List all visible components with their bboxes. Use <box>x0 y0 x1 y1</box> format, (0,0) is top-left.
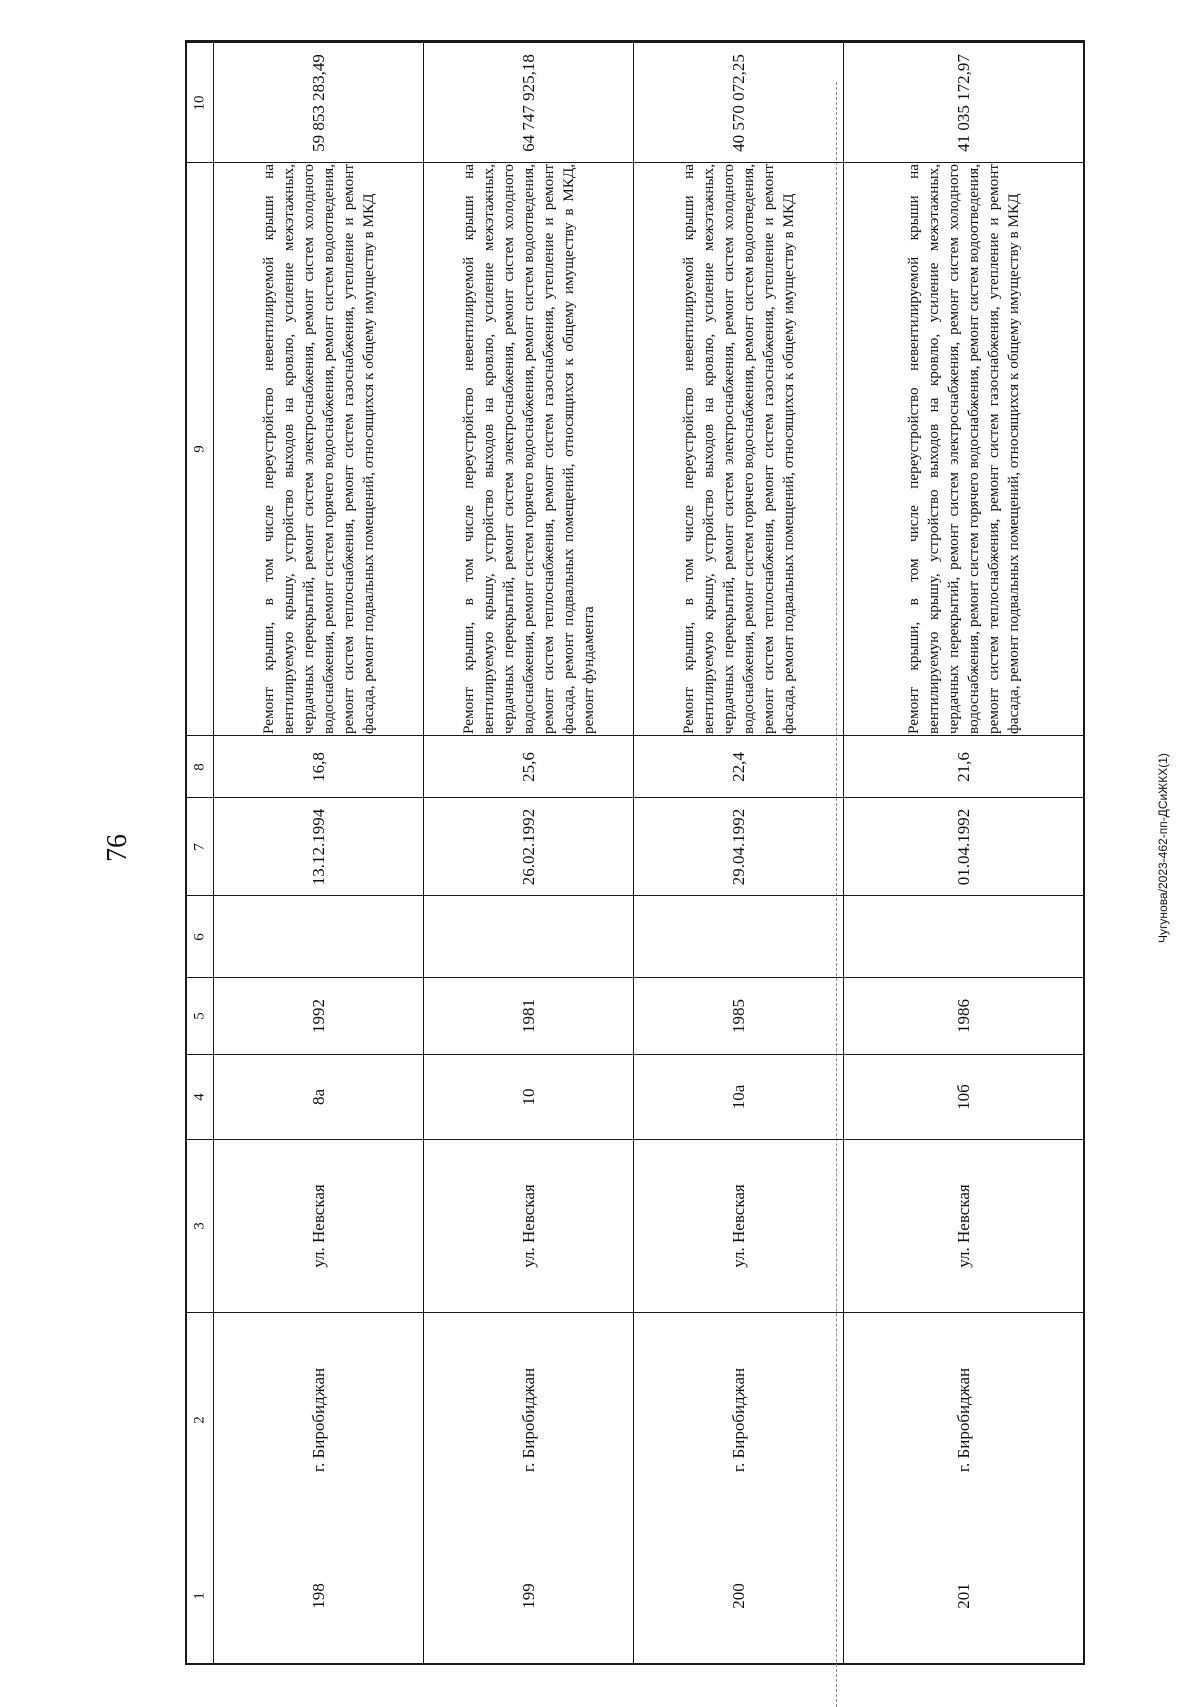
street-text: ул. Невская <box>728 1184 748 1268</box>
cell-wear <box>634 735 843 797</box>
cell-date <box>214 797 423 895</box>
document-code: Чугунова/2023-462-пп-ДСиЖКХ(1) <box>1156 753 1170 943</box>
cell-col6 <box>214 895 423 977</box>
date-text: 29.04.1992 <box>728 808 748 885</box>
cell-wear <box>844 735 1083 797</box>
header-cell-10 <box>187 42 213 162</box>
date-text: 26.02.1992 <box>518 808 538 885</box>
cell-city <box>844 1312 1083 1527</box>
cell-number <box>214 1527 423 1665</box>
header-cell-6 <box>187 895 213 977</box>
works-table <box>185 40 1085 1665</box>
cell-year <box>844 977 1083 1054</box>
wear-text: 22,4 <box>728 751 748 782</box>
cost-text: 59 853 283,49 <box>308 53 328 152</box>
cell-number <box>844 1527 1083 1665</box>
house-text: 10 <box>518 1088 538 1106</box>
row-number: 199 <box>518 1583 538 1609</box>
cell-col6 <box>424 895 633 977</box>
header-label: 3 <box>191 1222 208 1230</box>
street-text: ул. Невская <box>308 1184 328 1268</box>
header-cell-2 <box>187 1312 213 1527</box>
date-text: 01.04.1992 <box>953 808 973 885</box>
house-text: 10б <box>953 1084 973 1110</box>
cell-house <box>424 1054 633 1139</box>
works-text: Ремонт крыши, в том числе переустройство невентилируемой крыши на вентилируемую крышу, устройство выходов на кровлю, усиление межэтажных, чердачных перекрытий, ремонт систем электроснабжения, ремонт систем холодного водоснабжения, ремонт систем горячего водоснабжения, ремонт систем водоотведения, ремонт систем теплоснабжения, ремонт систем газоснабжения, утепление и ремонт фасада, ремонт подвальных помещений, относящихся к общему имуществу в МКД <box>904 164 1022 734</box>
works-text: Ремонт крыши, в том числе переустройство невентилируемой крыши на вентилируемую крышу, устройство выходов на кровлю, усиление межэтажных, чердачных перекрытий, ремонт систем электроснабжения, ремонт систем холодного водоснабжения, ремонт систем горячего водоснабжения, ремонт систем водоотведения, ремонт систем теплоснабжения, ремонт систем газоснабжения, утепление и ремонт фасада, ремонт подвальных помещений, относящихся к общему имуществу в МКД, ремонт фундамента <box>459 164 597 734</box>
header-label: 6 <box>191 932 208 941</box>
header-label: 8 <box>191 762 208 771</box>
city-text: г. Биробиджан <box>728 1367 748 1473</box>
header-cell-3 <box>187 1139 213 1312</box>
house-text: 10а <box>728 1084 748 1110</box>
cell-year <box>634 977 843 1054</box>
header-cell-4 <box>187 1054 213 1139</box>
page-number: 76 <box>102 834 133 862</box>
cell-wear <box>424 735 633 797</box>
cell-year <box>424 977 633 1054</box>
header-label: 5 <box>191 1012 208 1020</box>
cell-works <box>424 162 633 735</box>
cell-city <box>214 1312 423 1527</box>
year-text: 1992 <box>308 999 328 1033</box>
header-cell-5 <box>187 977 213 1054</box>
cell-works <box>214 162 423 735</box>
works-text: Ремонт крыши, в том числе переустройство невентилируемой крыши на вентилируемую крышу, устройство выходов на кровлю, усиление межэтажных, чердачных перекрытий, ремонт систем электроснабжения, ремонт систем холодного водоснабжения, ремонт систем горячего водоснабжения, ремонт систем водоотведения, ремонт систем теплоснабжения, ремонт систем газоснабжения, утепление и ремонт фасада, ремонт подвальных помещений, относящихся к общему имуществу в МКД <box>679 164 797 734</box>
header-label: 1 <box>191 1592 208 1600</box>
year-text: 1981 <box>518 999 538 1033</box>
cell-house <box>844 1054 1083 1139</box>
cost-text: 40 570 072,25 <box>728 53 748 152</box>
cell-street <box>634 1139 843 1312</box>
cell-number <box>424 1527 633 1665</box>
street-text: ул. Невская <box>518 1184 538 1268</box>
city-text: г. Биробиджан <box>308 1367 328 1473</box>
city-text: г. Биробиджан <box>953 1367 973 1473</box>
cell-works <box>844 162 1083 735</box>
cell-house <box>634 1054 843 1139</box>
cell-col6 <box>844 895 1083 977</box>
table-row <box>634 42 844 1663</box>
header-cell-8 <box>187 735 213 797</box>
row-number: 198 <box>308 1583 328 1609</box>
cost-text: 64 747 925,18 <box>518 53 538 152</box>
header-label: 7 <box>191 842 208 851</box>
cell-street <box>214 1139 423 1312</box>
header-label: 9 <box>191 445 208 453</box>
year-text: 1985 <box>728 999 748 1033</box>
cell-city <box>424 1312 633 1527</box>
header-cell-1 <box>187 1527 213 1665</box>
cell-date <box>634 797 843 895</box>
header-cell-9 <box>187 162 213 735</box>
cost-text: 41 035 172,97 <box>953 53 973 152</box>
cell-number <box>634 1527 843 1665</box>
table-row <box>214 42 424 1663</box>
cell-cost <box>214 42 423 162</box>
cell-year <box>214 977 423 1054</box>
cell-date <box>844 797 1083 895</box>
cell-street <box>844 1139 1083 1312</box>
table-header-row <box>187 42 214 1663</box>
row-number: 201 <box>953 1583 973 1609</box>
city-text: г. Биробиджан <box>518 1367 538 1473</box>
table-row <box>424 42 634 1663</box>
cell-cost <box>634 42 843 162</box>
wear-text: 21,6 <box>953 751 973 782</box>
works-text: Ремонт крыши, в том числе переустройство невентилируемой крыши на вентилируемую крышу, устройство выходов на кровлю, усиление межэтажных, чердачных перекрытий, ремонт систем электроснабжения, ремонт систем холодного водоснабжения, ремонт систем горячего водоснабжения, ремонт систем водоотведения, ремонт систем теплоснабжения, ремонт систем газоснабжения, утепление и ремонт фасада, ремонт подвальных помещений, относящихся к общему имуществу в МКД <box>259 164 377 734</box>
cell-wear <box>214 735 423 797</box>
table-row <box>844 42 1083 1663</box>
header-label: 4 <box>191 1093 208 1101</box>
header-label: 2 <box>191 1416 208 1424</box>
house-text: 8а <box>308 1088 328 1106</box>
cell-col6 <box>634 895 843 977</box>
cell-date <box>424 797 633 895</box>
header-label: 10 <box>191 95 208 110</box>
cell-cost <box>424 42 633 162</box>
street-text: ул. Невская <box>953 1184 973 1268</box>
row-number: 200 <box>728 1583 748 1609</box>
cell-cost <box>844 42 1083 162</box>
date-text: 13.12.1994 <box>308 808 328 885</box>
cell-works <box>634 162 843 735</box>
cell-street <box>424 1139 633 1312</box>
year-text: 1986 <box>953 999 973 1033</box>
cell-house <box>214 1054 423 1139</box>
wear-text: 25,6 <box>518 751 538 782</box>
wear-text: 16,8 <box>308 751 328 782</box>
cell-city <box>634 1312 843 1527</box>
header-cell-7 <box>187 797 213 895</box>
